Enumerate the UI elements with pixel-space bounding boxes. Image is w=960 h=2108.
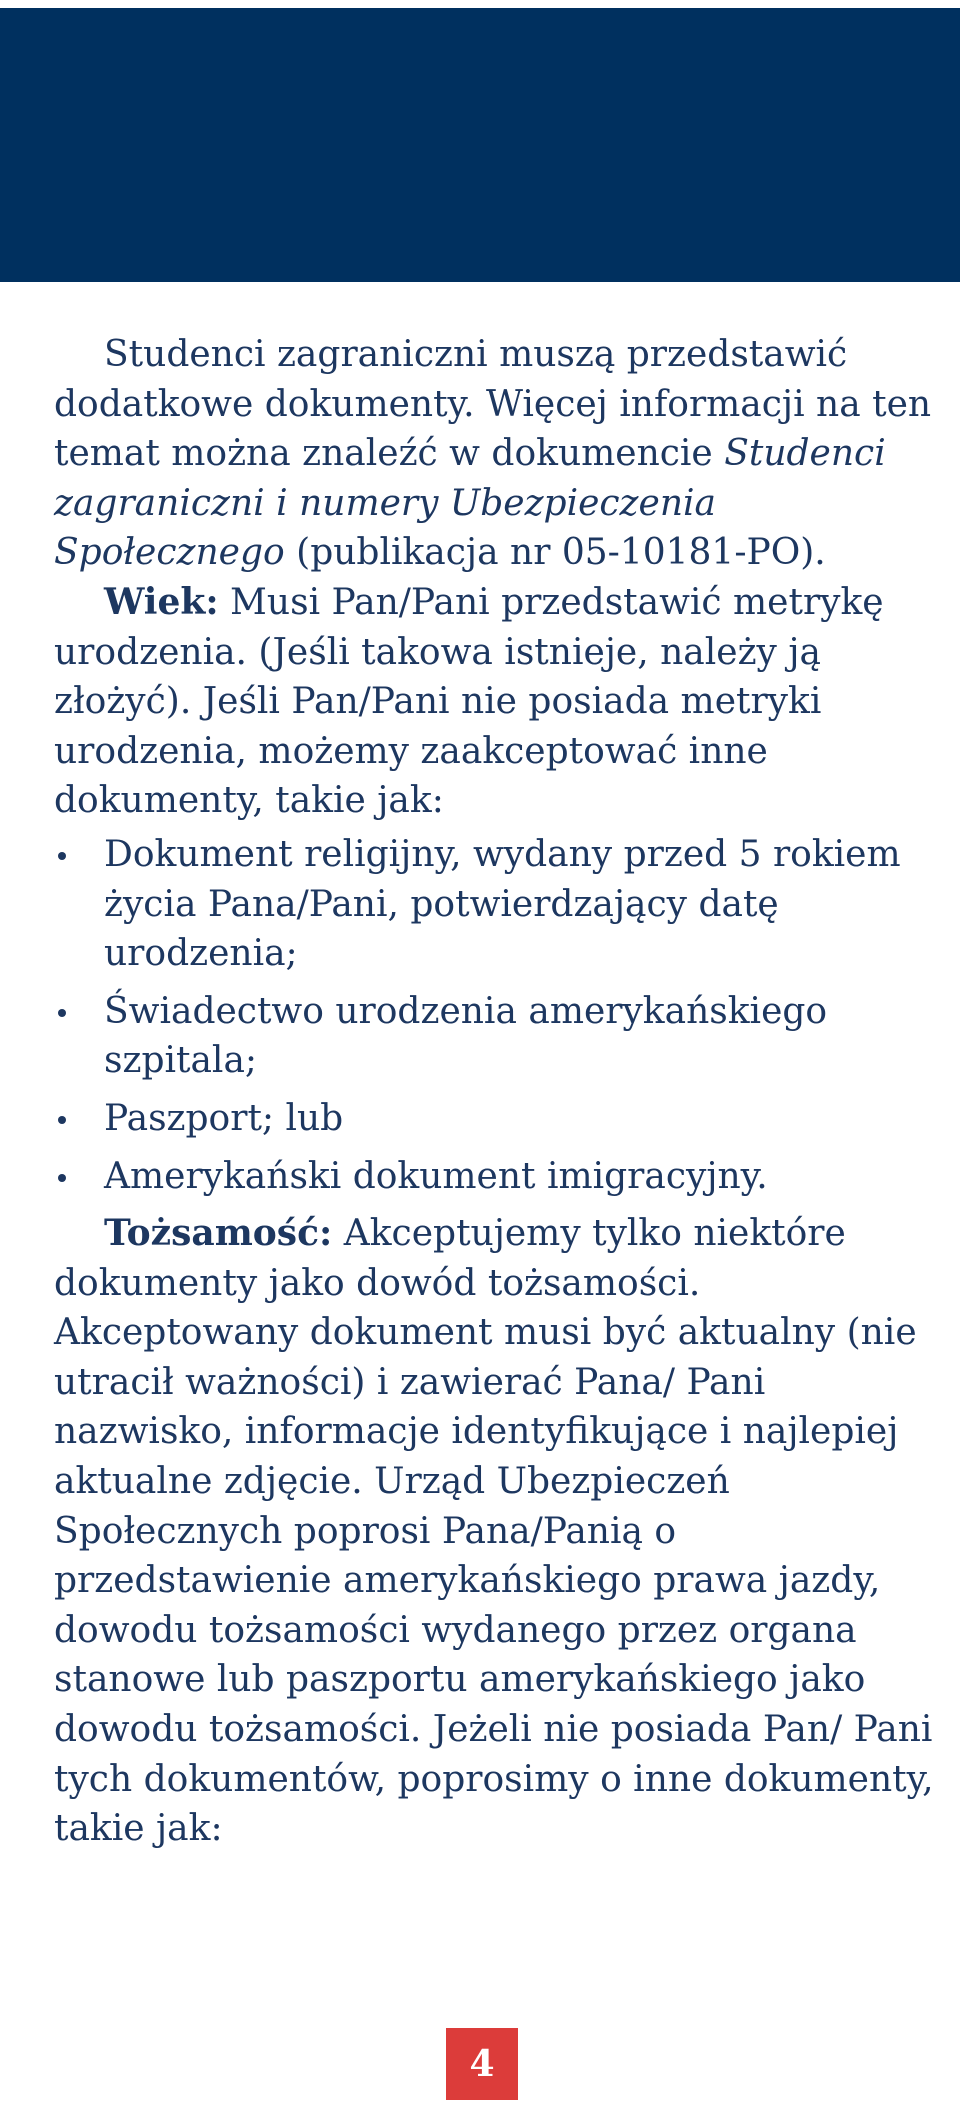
list-item [54, 987, 934, 1086]
age-paragraph [54, 578, 934, 826]
bullet-icon [58, 1116, 66, 1124]
bullet-icon [58, 1174, 66, 1182]
list-item [54, 1094, 934, 1144]
list-item [54, 1152, 934, 1202]
list-item-text: Paszport; lub [104, 1097, 344, 1139]
list-item-text: Amerykański dokument imigracyjny. [104, 1155, 768, 1197]
bullet-icon [58, 852, 66, 860]
age-label: Wiek: [104, 580, 219, 623]
identity-label: Tożsamość: [104, 1212, 333, 1255]
page-number-badge: 4 [446, 2028, 518, 2100]
list-item-text: Świadectwo urodzenia amerykańskiego szpitala; [104, 990, 828, 1082]
header-band [0, 8, 960, 282]
identity-paragraph [54, 1209, 934, 1854]
intro-paragraph [54, 330, 934, 578]
publication-number: (publikacja nr 05-10181-PO). [284, 532, 826, 574]
identity-text: Akceptujemy tylko niektóre dokumenty jako dowód tożsamości. Akceptowany dokument musi być aktualny (nie utracił ważności) i zawierać Pana/ Pani nazwisko, informacje identyfikujące i najlepiej aktualne zdjęcie. Urząd Ubezpieczeń Społecznych poprosi Pana/Panią o przedstawienie amerykańskiego prawa jazdy, dowodu tożsamości wydanego przez organa stanowe lub paszportu amerykańskiego jako dowodu tożsamości. Jeżeli nie posiada Pan/ Pani tych dokumentów, poprosimy o inne dokumenty, takie jak: [54, 1213, 934, 1850]
list-item-text: Dokument religijny, wydany przed 5 rokiem życia Pana/Pani, potwierdzający datę urodzenia; [104, 833, 901, 975]
page-content [54, 330, 934, 1854]
list-item [54, 830, 934, 979]
age-text: Musi Pan/Pani przedstawić metrykę urodzenia. (Jeśli takowa istnieje, należy ją złożyć). Jeśli Pan/Pani nie posiada metryki urodzenia, możemy zaakceptować inne dokumenty, takie jak: [54, 581, 884, 822]
document-list [54, 830, 934, 1201]
bullet-icon [58, 1009, 66, 1017]
intro-text: Studenci zagraniczni muszą przedstawić dodatkowe dokumenty. Więcej informacji na ten temat można znaleźć w dokumencie [54, 334, 932, 475]
publication-title: Studenci zagraniczni i numery Ubezpieczenia Społecznego [54, 433, 886, 574]
